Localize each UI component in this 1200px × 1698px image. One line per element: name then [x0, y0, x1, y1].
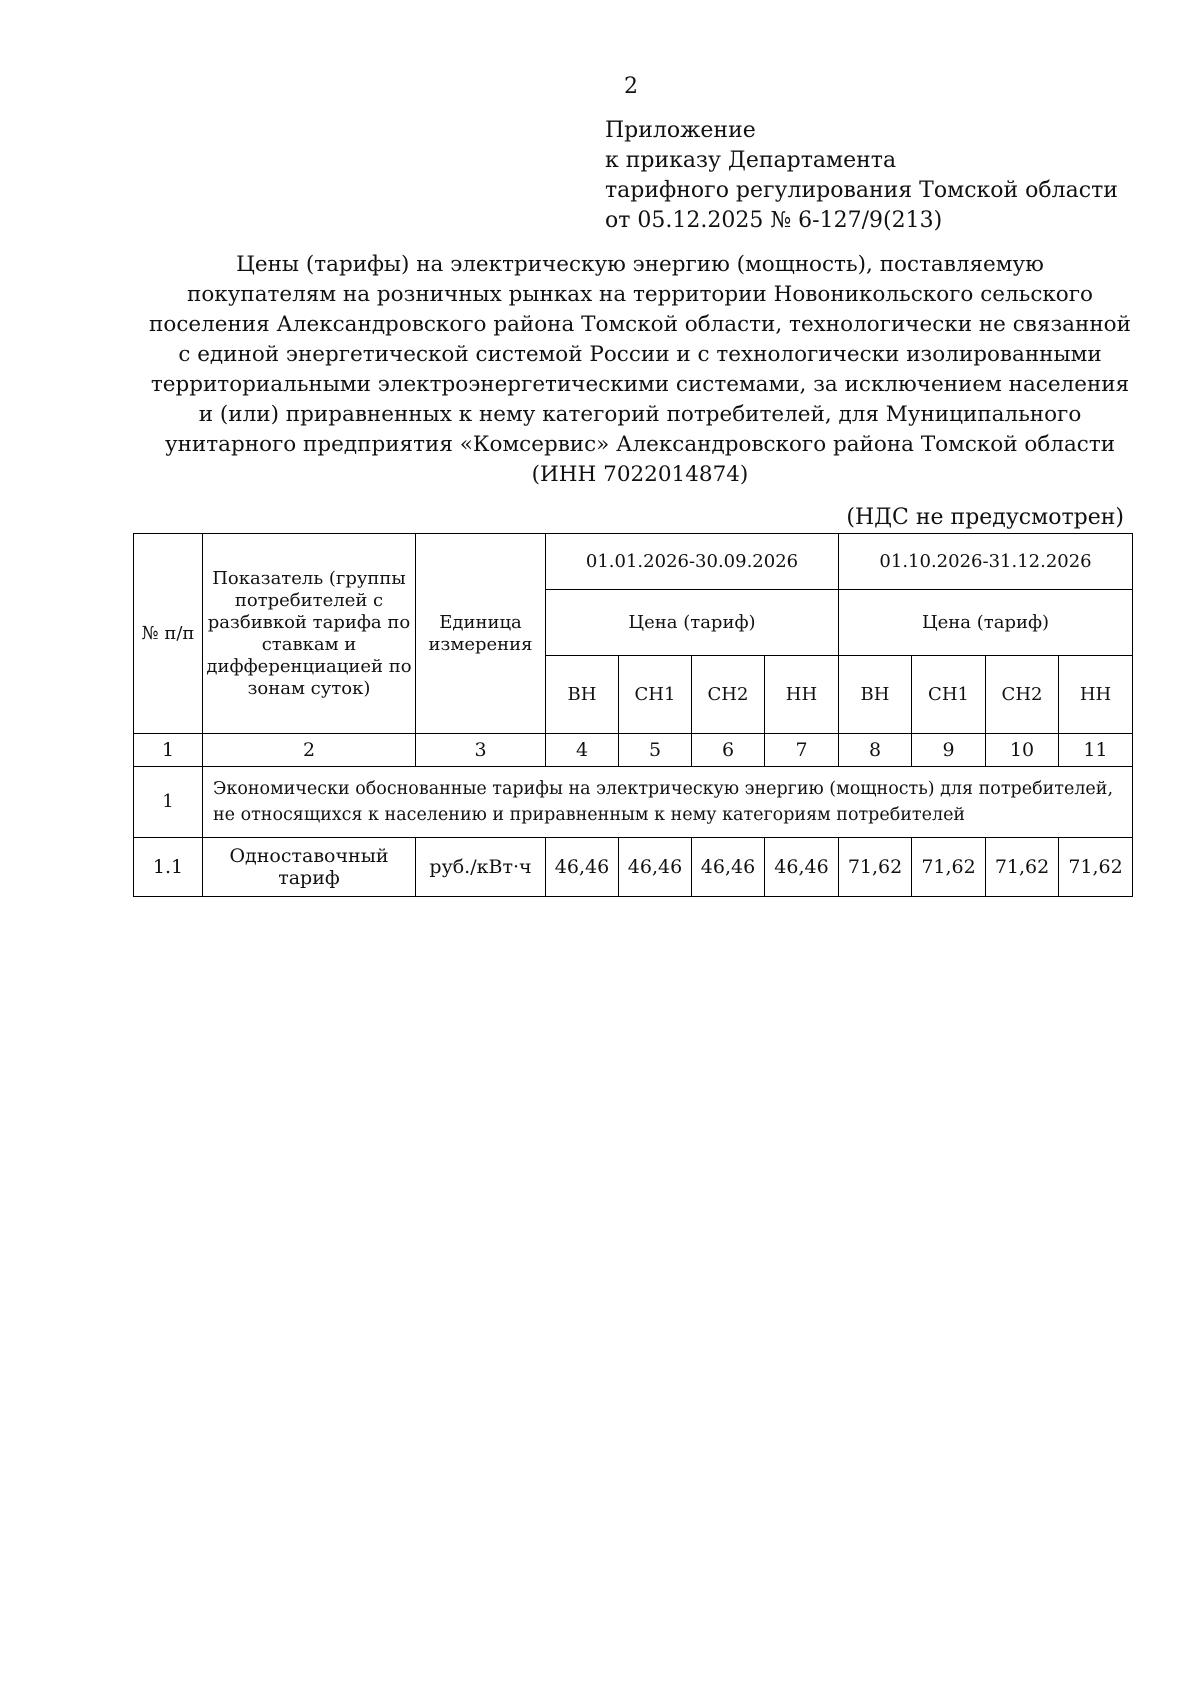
header-voltage-level: ВН — [546, 656, 619, 734]
page-number: 2 — [624, 74, 638, 99]
title-line: территориальными электроэнергетическими системами, за исключением населения — [150, 372, 1130, 397]
section-title: Экономически обоснованные тарифы на электрическую энергию (мощность) для потребителей, не относящихся к населению и приравненным к нему категориям потребителей — [203, 767, 1133, 838]
header-indicator: Показатель (группы потребителей с разбивкой тарифа по ставкам и дифференциацией по зонам суток) — [203, 534, 416, 734]
header-voltage-level: СН2 — [692, 656, 765, 734]
appendix-block — [605, 116, 1118, 236]
title-line: покупателям на розничных рынках на территории Новоникольского сельского — [187, 282, 1093, 307]
tariff-value: 46,46 — [692, 838, 765, 897]
table-row — [134, 838, 1133, 897]
header-period-2: 01.10.2026-31.12.2026 — [839, 534, 1133, 590]
tariff-value: 71,62 — [912, 838, 986, 897]
document-title — [120, 250, 1160, 490]
vat-note: (НДС не предусмотрен) — [846, 505, 1124, 530]
tariff-value: 71,62 — [1059, 838, 1133, 897]
title-line: поселения Александровского района Томской области, технологически не связанной — [149, 312, 1131, 337]
header-voltage-level: СН2 — [986, 656, 1059, 734]
tariff-value: 71,62 — [839, 838, 912, 897]
title-line: и (или) приравненных к нему категорий потребителей, для Муниципального — [198, 402, 1082, 427]
appendix-line: к приказу Департамента — [605, 148, 897, 173]
header-voltage-level: НН — [765, 656, 839, 734]
column-number: 5 — [619, 734, 692, 767]
column-number: 11 — [1059, 734, 1133, 767]
row-number: 1.1 — [134, 838, 203, 897]
header-voltage-level: СН1 — [912, 656, 986, 734]
appendix-line: тарифного регулирования Томской области — [605, 178, 1118, 203]
row-unit: руб./кВт·ч — [416, 838, 546, 897]
title-line: (ИНН 7022014874) — [531, 462, 749, 487]
tariff-value: 46,46 — [765, 838, 839, 897]
appendix-order-line: от 05.12.2025 № 6-127/9(213) — [605, 208, 943, 233]
column-number: 7 — [765, 734, 839, 767]
title-line: с единой энергетической системой России и с технологически изолированными — [178, 342, 1102, 367]
appendix-line: Приложение — [605, 118, 756, 143]
header-price-label: Цена (тариф) — [839, 590, 1133, 656]
tariff-value: 71,62 — [986, 838, 1059, 897]
column-number: 9 — [912, 734, 986, 767]
tariff-value: 46,46 — [619, 838, 692, 897]
column-number: 10 — [986, 734, 1059, 767]
column-number-row — [134, 734, 1133, 767]
header-unit: Единица измерения — [416, 534, 546, 734]
column-number: 1 — [134, 734, 203, 767]
column-number: 8 — [839, 734, 912, 767]
column-number: 3 — [416, 734, 546, 767]
section-row — [134, 767, 1133, 838]
header-voltage-level: НН — [1059, 656, 1133, 734]
column-number: 6 — [692, 734, 765, 767]
header-voltage-level: ВН — [839, 656, 912, 734]
title-line: Цены (тарифы) на электрическую энергию (мощность), поставляемую — [236, 252, 1044, 277]
header-price-label: Цена (тариф) — [546, 590, 839, 656]
title-line: унитарного предприятия «Комсервис» Александровского района Томской области — [164, 432, 1116, 457]
section-number: 1 — [134, 767, 203, 838]
tariff-table — [133, 533, 1133, 897]
header-voltage-level: СН1 — [619, 656, 692, 734]
column-number: 2 — [203, 734, 416, 767]
row-indicator: Одноставочный тариф — [203, 838, 416, 897]
tariff-value: 46,46 — [546, 838, 619, 897]
header-period-1: 01.01.2026-30.09.2026 — [546, 534, 839, 590]
column-number: 4 — [546, 734, 619, 767]
header-number: № п/п — [134, 534, 203, 734]
